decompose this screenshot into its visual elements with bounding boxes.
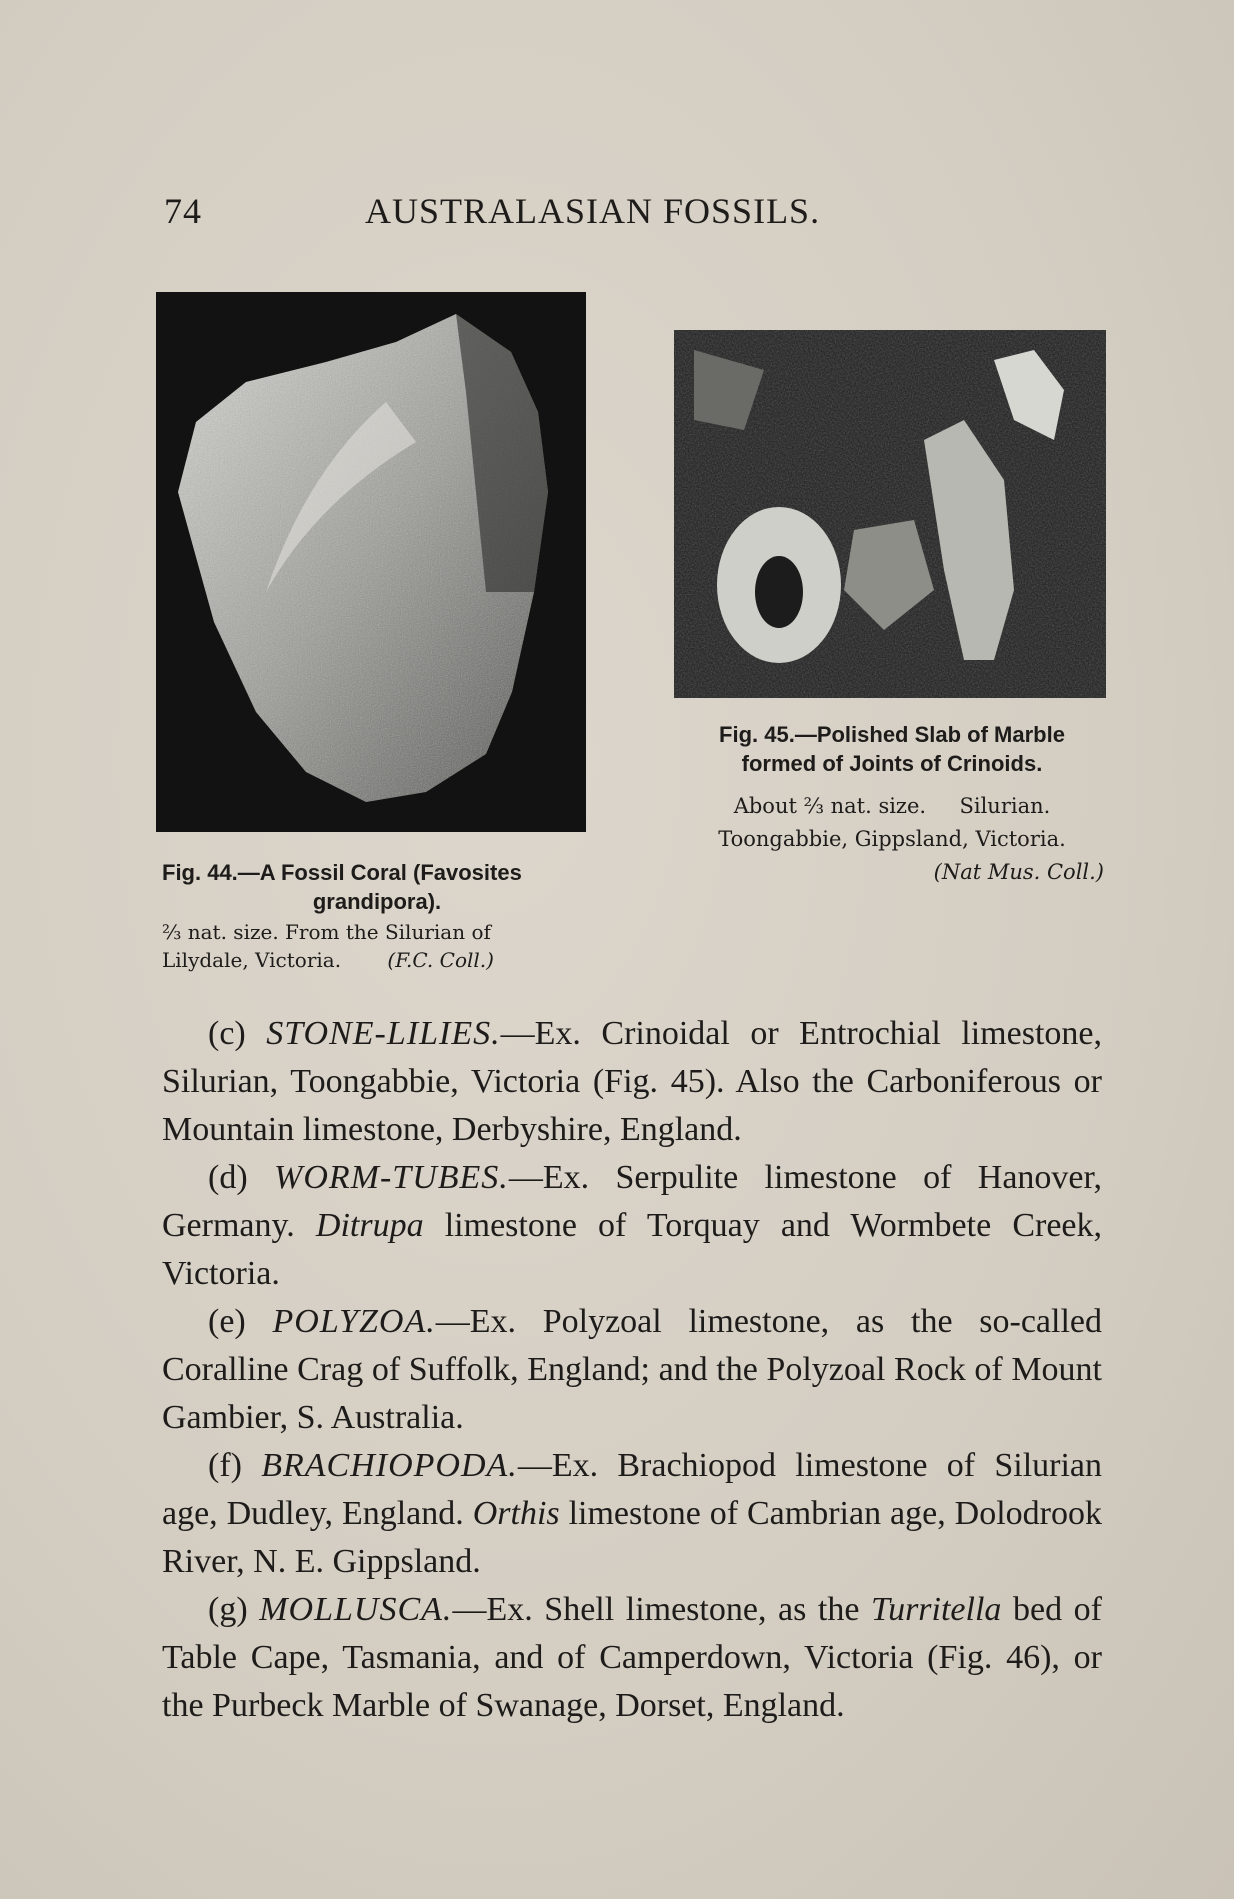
fig45-collection: (Nat Mus. Coll.) bbox=[933, 860, 1104, 884]
fig45-caption-line1: Fig. 45.—Polished Slab of Marble bbox=[719, 722, 1065, 747]
running-title: AUSTRALASIAN FOSSILS. bbox=[365, 191, 821, 231]
crinoid-slab-illustration bbox=[674, 330, 1106, 698]
section-text-continued: limestone of Torquay and Wormbete Creek, Victoria. bbox=[162, 1207, 1102, 1292]
fig44-note-line1: ⅔ nat. size. From the Silurian of bbox=[162, 920, 491, 944]
section-label: (c) bbox=[208, 1015, 246, 1052]
fig44-caption-line2: grandipora). bbox=[312, 889, 442, 914]
fig45-caption bbox=[672, 720, 1112, 778]
fig45-marble-slab-photo bbox=[674, 330, 1106, 698]
fig44-note bbox=[162, 918, 592, 974]
section-stone-lilies bbox=[162, 1010, 1102, 1154]
page-number: 74 bbox=[164, 191, 202, 231]
section-label: (f) bbox=[208, 1447, 242, 1484]
section-heading: BRACHIOPODA. bbox=[261, 1447, 518, 1484]
fig44-note-line2: Lilydale, Victoria. bbox=[162, 948, 342, 972]
section-label: (g) bbox=[208, 1591, 248, 1628]
body-text bbox=[162, 1010, 1102, 1730]
fig45-note-line1: About ⅔ nat. size. Silurian. bbox=[733, 794, 1051, 818]
fig44-caption bbox=[162, 858, 592, 916]
section-heading: STONE-LILIES. bbox=[266, 1015, 501, 1052]
section-worm-tubes bbox=[162, 1154, 1102, 1298]
section-brachiopoda bbox=[162, 1442, 1102, 1586]
section-text-continued: bed of Table Cape, Tasmania, and of Camperdown, Victoria (Fig. 46), or the Purbeck Marble of Swanage, Dorset, England. bbox=[162, 1591, 1102, 1724]
section-text: —Ex. Crinoidal or Entrochial limestone, Silurian, Toongabbie, Victoria (Fig. 45). Also the Carboniferous or Mountain limestone, Derbyshire, England. bbox=[162, 1015, 1102, 1148]
genus-name: Turritella bbox=[871, 1591, 1002, 1628]
coral-illustration bbox=[156, 292, 586, 832]
section-text: —Ex. Polyzoal limestone, as the so-called Coralline Crag of Suffolk, England; and the Polyzoal Rock of Mount Gambier, S. Australia. bbox=[162, 1303, 1103, 1436]
section-polyzoa bbox=[162, 1298, 1102, 1442]
page-header bbox=[160, 190, 920, 240]
section-text: —Ex. Shell limestone, as the bbox=[452, 1591, 872, 1628]
section-label: (d) bbox=[208, 1159, 248, 1196]
section-label: (e) bbox=[208, 1303, 246, 1340]
section-text: —Ex. Brachiopod limestone of Silurian age, Dudley, England. bbox=[162, 1447, 1103, 1532]
fig45-caption-line2: formed of Joints of Crinoids. bbox=[741, 751, 1043, 776]
section-mollusca bbox=[162, 1586, 1102, 1730]
section-heading: WORM-TUBES. bbox=[274, 1159, 509, 1196]
section-text: —Ex. Serpulite limestone of Hanover, Germany. bbox=[162, 1159, 1102, 1244]
genus-name: Orthis bbox=[472, 1495, 560, 1532]
fig45-note-line2: Toongabbie, Gippsland, Victoria. bbox=[718, 827, 1066, 851]
section-heading: MOLLUSCA. bbox=[259, 1591, 453, 1628]
genus-name: Ditrupa bbox=[315, 1207, 424, 1244]
fig45-note bbox=[672, 790, 1112, 889]
fig44-coral-photo bbox=[156, 292, 586, 832]
section-text-continued: limestone of Cambrian age, Dolodrook River, N. E. Gippsland. bbox=[162, 1495, 1102, 1580]
section-heading: POLYZOA. bbox=[272, 1303, 436, 1340]
fig44-caption-line1: Fig. 44.—A Fossil Coral (Favosites bbox=[162, 860, 522, 885]
fig44-collection: (F.C. Coll.) bbox=[387, 948, 494, 972]
